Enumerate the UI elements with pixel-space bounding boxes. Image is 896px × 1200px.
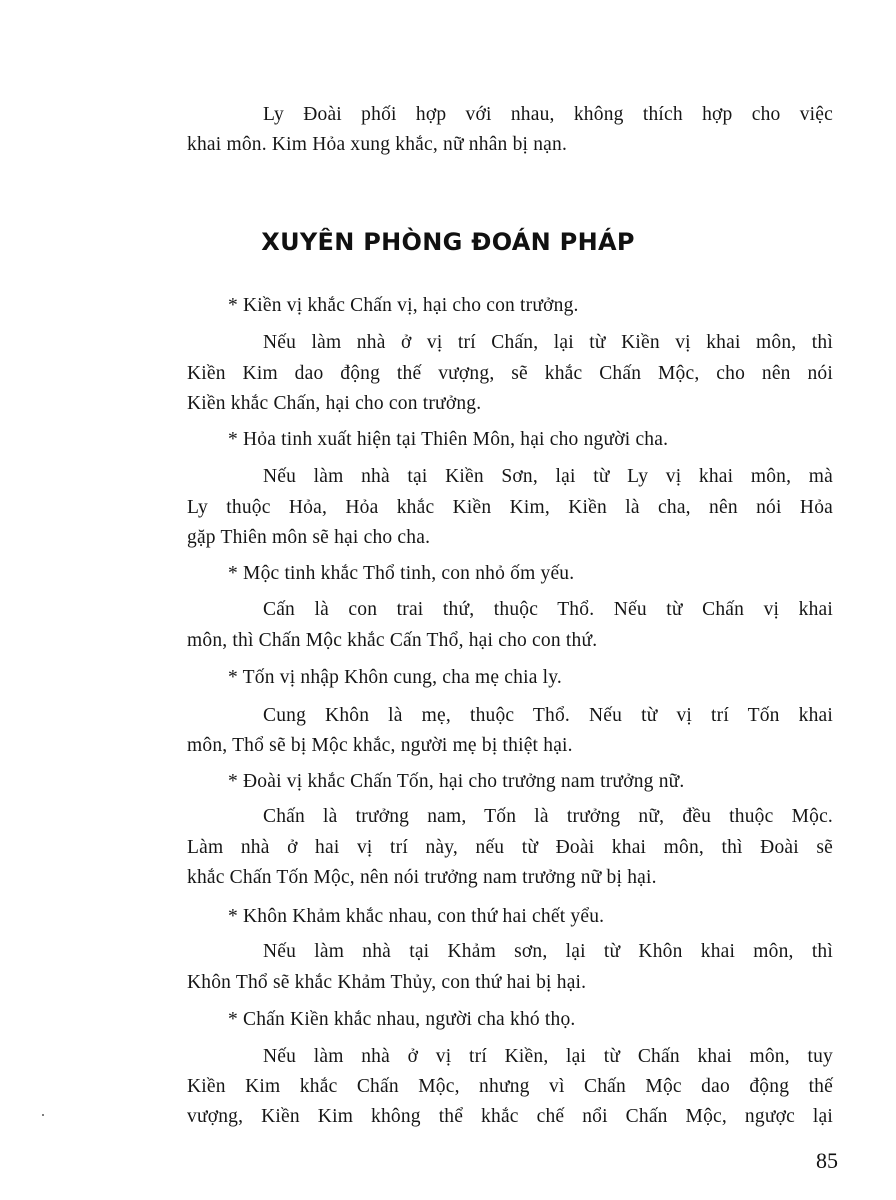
- body-line: Cấn là con trai thứ, thuộc Thổ. Nếu từ Chấn vị khai: [263, 599, 833, 620]
- body-line: gặp Thiên môn sẽ hại cho cha.: [187, 527, 431, 548]
- rule-heading: * Khôn Khảm khắc nhau, con thứ hai chết yểu.: [228, 906, 605, 927]
- intro-line: Ly Đoài phối hợp với nhau, không thích hợp cho việc: [263, 104, 833, 125]
- body-line: Chấn là trưởng nam, Tốn là trưởng nữ, đều thuộc Mộc.: [263, 806, 833, 827]
- scan-speck: [42, 1114, 44, 1116]
- rule-heading: * Kiền vị khắc Chấn vị, hại cho con trưởng.: [228, 295, 579, 316]
- body-line: vượng, Kiền Kim không thể khắc chế nổi Chấn Mộc, ngược lại: [187, 1106, 833, 1127]
- rule-heading: * Hỏa tinh xuất hiện tại Thiên Môn, hại cho người cha.: [228, 429, 669, 450]
- intro-line: khai môn. Kim Hỏa xung khắc, nữ nhân bị nạn.: [187, 134, 568, 155]
- body-line: Nếu làm nhà ở vị trí Kiền, lại từ Chấn khai môn, tuy: [263, 1046, 833, 1067]
- body-line: Kiền khắc Chấn, hại cho con trưởng.: [187, 393, 482, 414]
- section-title: XUYÊN PHÒNG ĐOÁN PHÁP: [261, 228, 635, 256]
- body-line: Ly thuộc Hỏa, Hỏa khắc Kiền Kim, Kiền là cha, nên nói Hỏa: [187, 497, 833, 518]
- body-line: Nếu làm nhà tại Khảm sơn, lại từ Khôn khai môn, thì: [263, 941, 833, 962]
- rule-heading: * Chấn Kiền khắc nhau, người cha khó thọ.: [228, 1009, 576, 1030]
- body-line: Nếu làm nhà ở vị trí Chấn, lại từ Kiền vị khai môn, thì: [263, 332, 833, 353]
- body-line: môn, thì Chấn Mộc khắc Cấn Thổ, hại cho con thứ.: [187, 630, 598, 651]
- body-line: Làm nhà ở hai vị trí này, nếu từ Đoài khai môn, thì Đoài sẽ: [187, 837, 833, 858]
- body-line: Kiền Kim khắc Chấn Mộc, nhưng vì Chấn Mộc dao động thế: [187, 1076, 833, 1097]
- body-line: môn, Thổ sẽ bị Mộc khắc, người mẹ bị thiệt hại.: [187, 735, 573, 756]
- rule-heading: * Mộc tinh khắc Thổ tinh, con nhỏ ốm yếu.: [228, 563, 575, 584]
- body-line: Cung Khôn là mẹ, thuộc Thổ. Nếu từ vị trí Tốn khai: [263, 705, 833, 726]
- page-number: 85: [816, 1148, 838, 1173]
- body-line: Kiền Kim dao động thế vượng, sẽ khắc Chấn Mộc, cho nên nói: [187, 363, 833, 384]
- body-line: Nếu làm nhà tại Kiền Sơn, lại từ Ly vị khai môn, mà: [263, 466, 833, 487]
- rule-heading: * Đoài vị khắc Chấn Tốn, hại cho trưởng nam trưởng nữ.: [228, 771, 685, 792]
- rule-heading: * Tốn vị nhập Khôn cung, cha mẹ chia ly.: [228, 667, 563, 688]
- body-line: Khôn Thổ sẽ khắc Khảm Thủy, con thứ hai bị hại.: [187, 972, 587, 993]
- body-line: khắc Chấn Tốn Mộc, nên nói trưởng nam trưởng nữ bị hại.: [187, 867, 657, 888]
